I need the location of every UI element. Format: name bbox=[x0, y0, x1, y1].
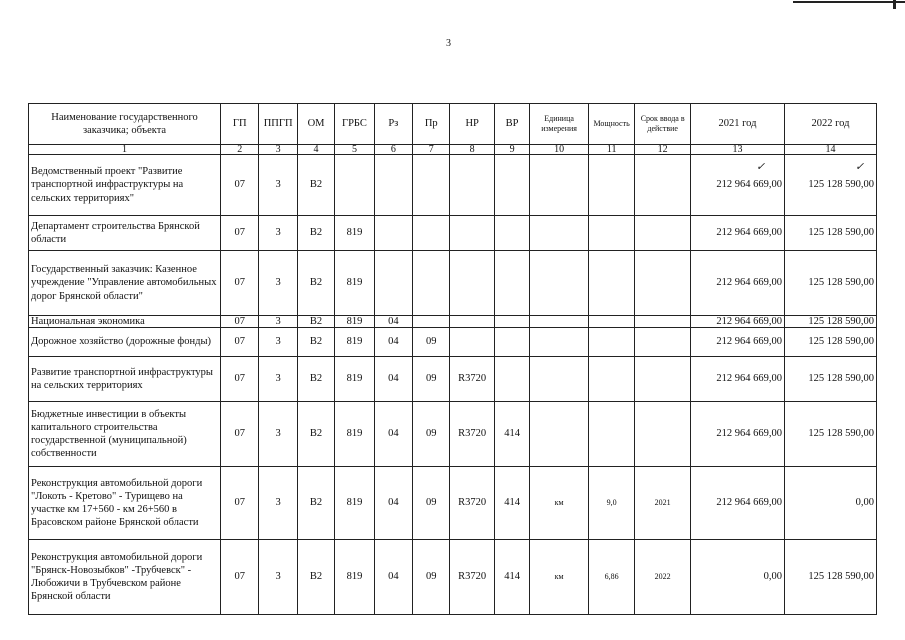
page-number: 3 bbox=[446, 38, 451, 49]
row-power: 6,86 bbox=[588, 540, 634, 615]
row-2021: 212 964 669,00 bbox=[690, 251, 784, 316]
row-rz: 04 bbox=[374, 402, 412, 467]
row-nr: R3720 bbox=[450, 357, 494, 402]
row-2021: 212 964 669,00 bbox=[690, 155, 784, 216]
header-name: Наименование государственного заказчика; объекта bbox=[29, 104, 221, 145]
row-vr bbox=[494, 357, 529, 402]
row-ppgp: 3 bbox=[259, 216, 297, 251]
row-unit: км bbox=[530, 467, 589, 540]
row-om: В2 bbox=[297, 328, 334, 357]
row-2022: 125 128 590,00 bbox=[784, 155, 876, 216]
row-om: В2 bbox=[297, 540, 334, 615]
row-nr bbox=[450, 328, 494, 357]
column-number: 13 bbox=[690, 145, 784, 155]
handwritten-mark: ✓ bbox=[756, 161, 766, 173]
table-row bbox=[29, 316, 877, 328]
row-rz: 04 bbox=[374, 540, 412, 615]
table-row bbox=[29, 402, 877, 467]
row-term bbox=[635, 251, 691, 316]
row-grbs: 819 bbox=[335, 467, 374, 540]
row-om: В2 bbox=[297, 155, 334, 216]
header-unit: Единица измерения bbox=[530, 104, 589, 145]
budget-table bbox=[28, 103, 877, 615]
table-row bbox=[29, 467, 877, 540]
row-nr bbox=[450, 155, 494, 216]
top-edge-line bbox=[793, 1, 905, 3]
row-om: В2 bbox=[297, 357, 334, 402]
row-grbs: 819 bbox=[335, 328, 374, 357]
row-2022: 125 128 590,00 bbox=[784, 251, 876, 316]
row-name: Бюджетные инвестиции в объекты капитального строительства государственной (муниципальной) собственности bbox=[29, 402, 221, 467]
row-power bbox=[588, 251, 634, 316]
row-rz: 04 bbox=[374, 357, 412, 402]
row-gp: 07 bbox=[221, 316, 259, 328]
row-gp: 07 bbox=[221, 216, 259, 251]
table-row bbox=[29, 540, 877, 615]
row-power bbox=[588, 155, 634, 216]
row-term: 2022 bbox=[635, 540, 691, 615]
column-number: 5 bbox=[335, 145, 374, 155]
row-ppgp: 3 bbox=[259, 155, 297, 216]
row-ppgp: 3 bbox=[259, 402, 297, 467]
row-2021: 212 964 669,00 bbox=[690, 216, 784, 251]
row-name: Дорожное хозяйство (дорожные фонды) bbox=[29, 328, 221, 357]
header-nr: НР bbox=[450, 104, 494, 145]
row-ppgp: 3 bbox=[259, 328, 297, 357]
row-rz bbox=[374, 251, 412, 316]
row-vr: 414 bbox=[494, 467, 529, 540]
row-grbs: 819 bbox=[335, 402, 374, 467]
row-pr: 09 bbox=[413, 402, 450, 467]
row-ppgp: 3 bbox=[259, 357, 297, 402]
column-number-row bbox=[29, 145, 877, 155]
row-2021: 212 964 669,00 bbox=[690, 467, 784, 540]
header-pr: Пр bbox=[413, 104, 450, 145]
row-unit bbox=[530, 328, 589, 357]
row-pr bbox=[413, 216, 450, 251]
top-edge-tick bbox=[893, 0, 896, 9]
table-row bbox=[29, 328, 877, 357]
row-power bbox=[588, 216, 634, 251]
row-rz: 04 bbox=[374, 328, 412, 357]
row-unit: км bbox=[530, 540, 589, 615]
row-term bbox=[635, 155, 691, 216]
row-unit bbox=[530, 357, 589, 402]
row-vr bbox=[494, 251, 529, 316]
row-vr bbox=[494, 155, 529, 216]
row-grbs: 819 bbox=[335, 357, 374, 402]
table-row bbox=[29, 155, 877, 216]
table-row bbox=[29, 357, 877, 402]
header-om: ОМ bbox=[297, 104, 334, 145]
row-pr: 09 bbox=[413, 467, 450, 540]
row-2021: 212 964 669,00 bbox=[690, 402, 784, 467]
row-name: Реконструкция автомобильной дороги "Локоть - Кретово" - Турищево на участке км 17+560 - км 26+560 в Брасовском районе Брянской области bbox=[29, 467, 221, 540]
row-grbs bbox=[335, 155, 374, 216]
row-om: В2 bbox=[297, 467, 334, 540]
row-unit bbox=[530, 251, 589, 316]
row-vr bbox=[494, 316, 529, 328]
row-name: Департамент строительства Брянской области bbox=[29, 216, 221, 251]
column-number: 8 bbox=[450, 145, 494, 155]
row-power bbox=[588, 357, 634, 402]
row-2021: 212 964 669,00 bbox=[690, 328, 784, 357]
row-vr: 414 bbox=[494, 402, 529, 467]
row-gp: 07 bbox=[221, 540, 259, 615]
row-om: В2 bbox=[297, 402, 334, 467]
row-gp: 07 bbox=[221, 251, 259, 316]
row-pr: 09 bbox=[413, 540, 450, 615]
row-nr: R3720 bbox=[450, 402, 494, 467]
header-vr: ВР bbox=[494, 104, 529, 145]
column-number: 1 bbox=[29, 145, 221, 155]
column-number: 12 bbox=[635, 145, 691, 155]
row-pr bbox=[413, 155, 450, 216]
row-2021: 0,00 bbox=[690, 540, 784, 615]
row-pr bbox=[413, 316, 450, 328]
row-gp: 07 bbox=[221, 155, 259, 216]
row-pr bbox=[413, 251, 450, 316]
row-power bbox=[588, 328, 634, 357]
row-ppgp: 3 bbox=[259, 251, 297, 316]
row-rz bbox=[374, 155, 412, 216]
row-power bbox=[588, 402, 634, 467]
row-om: В2 bbox=[297, 316, 334, 328]
row-unit bbox=[530, 155, 589, 216]
handwritten-mark: ✓ bbox=[855, 161, 865, 173]
row-power bbox=[588, 316, 634, 328]
header-2021: 2021 год bbox=[690, 104, 784, 145]
row-rz: 04 bbox=[374, 316, 412, 328]
row-power: 9,0 bbox=[588, 467, 634, 540]
row-nr: R3720 bbox=[450, 467, 494, 540]
column-number: 9 bbox=[494, 145, 529, 155]
row-term bbox=[635, 316, 691, 328]
row-unit bbox=[530, 402, 589, 467]
row-name: Государственный заказчик: Казенное учреждение "Управление автомобильных дорог Брянской области" bbox=[29, 251, 221, 316]
column-number: 4 bbox=[297, 145, 334, 155]
column-number: 6 bbox=[374, 145, 412, 155]
row-vr bbox=[494, 328, 529, 357]
row-2022: 125 128 590,00 bbox=[784, 402, 876, 467]
row-2022: 125 128 590,00 bbox=[784, 540, 876, 615]
row-grbs: 819 bbox=[335, 540, 374, 615]
row-2022: 0,00 bbox=[784, 467, 876, 540]
header-2022: 2022 год bbox=[784, 104, 876, 145]
row-nr bbox=[450, 216, 494, 251]
row-gp: 07 bbox=[221, 357, 259, 402]
table-row bbox=[29, 216, 877, 251]
row-grbs: 819 bbox=[335, 316, 374, 328]
row-om: В2 bbox=[297, 216, 334, 251]
row-vr: 414 bbox=[494, 540, 529, 615]
row-nr: R3720 bbox=[450, 540, 494, 615]
row-2022: 125 128 590,00 bbox=[784, 328, 876, 357]
row-name: Реконструкция автомобильной дороги "Брянск-Новозыбков" -Трубчевск" - Любожичи в Трубчевском районе Брянской области bbox=[29, 540, 221, 615]
table-row bbox=[29, 251, 877, 316]
header-rz: Рз bbox=[374, 104, 412, 145]
row-vr bbox=[494, 216, 529, 251]
row-2021: 212 964 669,00 bbox=[690, 316, 784, 328]
row-rz: 04 bbox=[374, 467, 412, 540]
row-gp: 07 bbox=[221, 328, 259, 357]
row-ppgp: 3 bbox=[259, 316, 297, 328]
row-term: 2021 bbox=[635, 467, 691, 540]
column-number: 11 bbox=[588, 145, 634, 155]
row-2022: 125 128 590,00 bbox=[784, 357, 876, 402]
row-name: Национальная экономика bbox=[29, 316, 221, 328]
column-number: 7 bbox=[413, 145, 450, 155]
column-number: 3 bbox=[259, 145, 297, 155]
row-grbs: 819 bbox=[335, 216, 374, 251]
row-nr bbox=[450, 316, 494, 328]
row-term bbox=[635, 402, 691, 467]
column-number: 2 bbox=[221, 145, 259, 155]
row-2022: 125 128 590,00 bbox=[784, 216, 876, 251]
row-nr bbox=[450, 251, 494, 316]
row-ppgp: 3 bbox=[259, 467, 297, 540]
row-unit bbox=[530, 316, 589, 328]
header-grbs: ГРБС bbox=[335, 104, 374, 145]
header-power: Мощность bbox=[588, 104, 634, 145]
row-pr: 09 bbox=[413, 328, 450, 357]
row-term bbox=[635, 357, 691, 402]
row-term bbox=[635, 328, 691, 357]
row-grbs: 819 bbox=[335, 251, 374, 316]
row-pr: 09 bbox=[413, 357, 450, 402]
row-gp: 07 bbox=[221, 467, 259, 540]
row-name: Развитие транспортной инфраструктуры на сельских территориях bbox=[29, 357, 221, 402]
row-gp: 07 bbox=[221, 402, 259, 467]
header-row bbox=[29, 104, 877, 145]
row-2021: 212 964 669,00 bbox=[690, 357, 784, 402]
column-number: 10 bbox=[530, 145, 589, 155]
row-name: Ведомственный проект "Развитие транспортной инфраструктуры на сельских территориях" bbox=[29, 155, 221, 216]
header-gp: ГП bbox=[221, 104, 259, 145]
row-2022: 125 128 590,00 bbox=[784, 316, 876, 328]
column-number: 14 bbox=[784, 145, 876, 155]
row-om: В2 bbox=[297, 251, 334, 316]
header-ppgp: ППГП bbox=[259, 104, 297, 145]
row-unit bbox=[530, 216, 589, 251]
header-term: Срок ввода в действие bbox=[635, 104, 691, 145]
row-term bbox=[635, 216, 691, 251]
row-rz bbox=[374, 216, 412, 251]
row-ppgp: 3 bbox=[259, 540, 297, 615]
